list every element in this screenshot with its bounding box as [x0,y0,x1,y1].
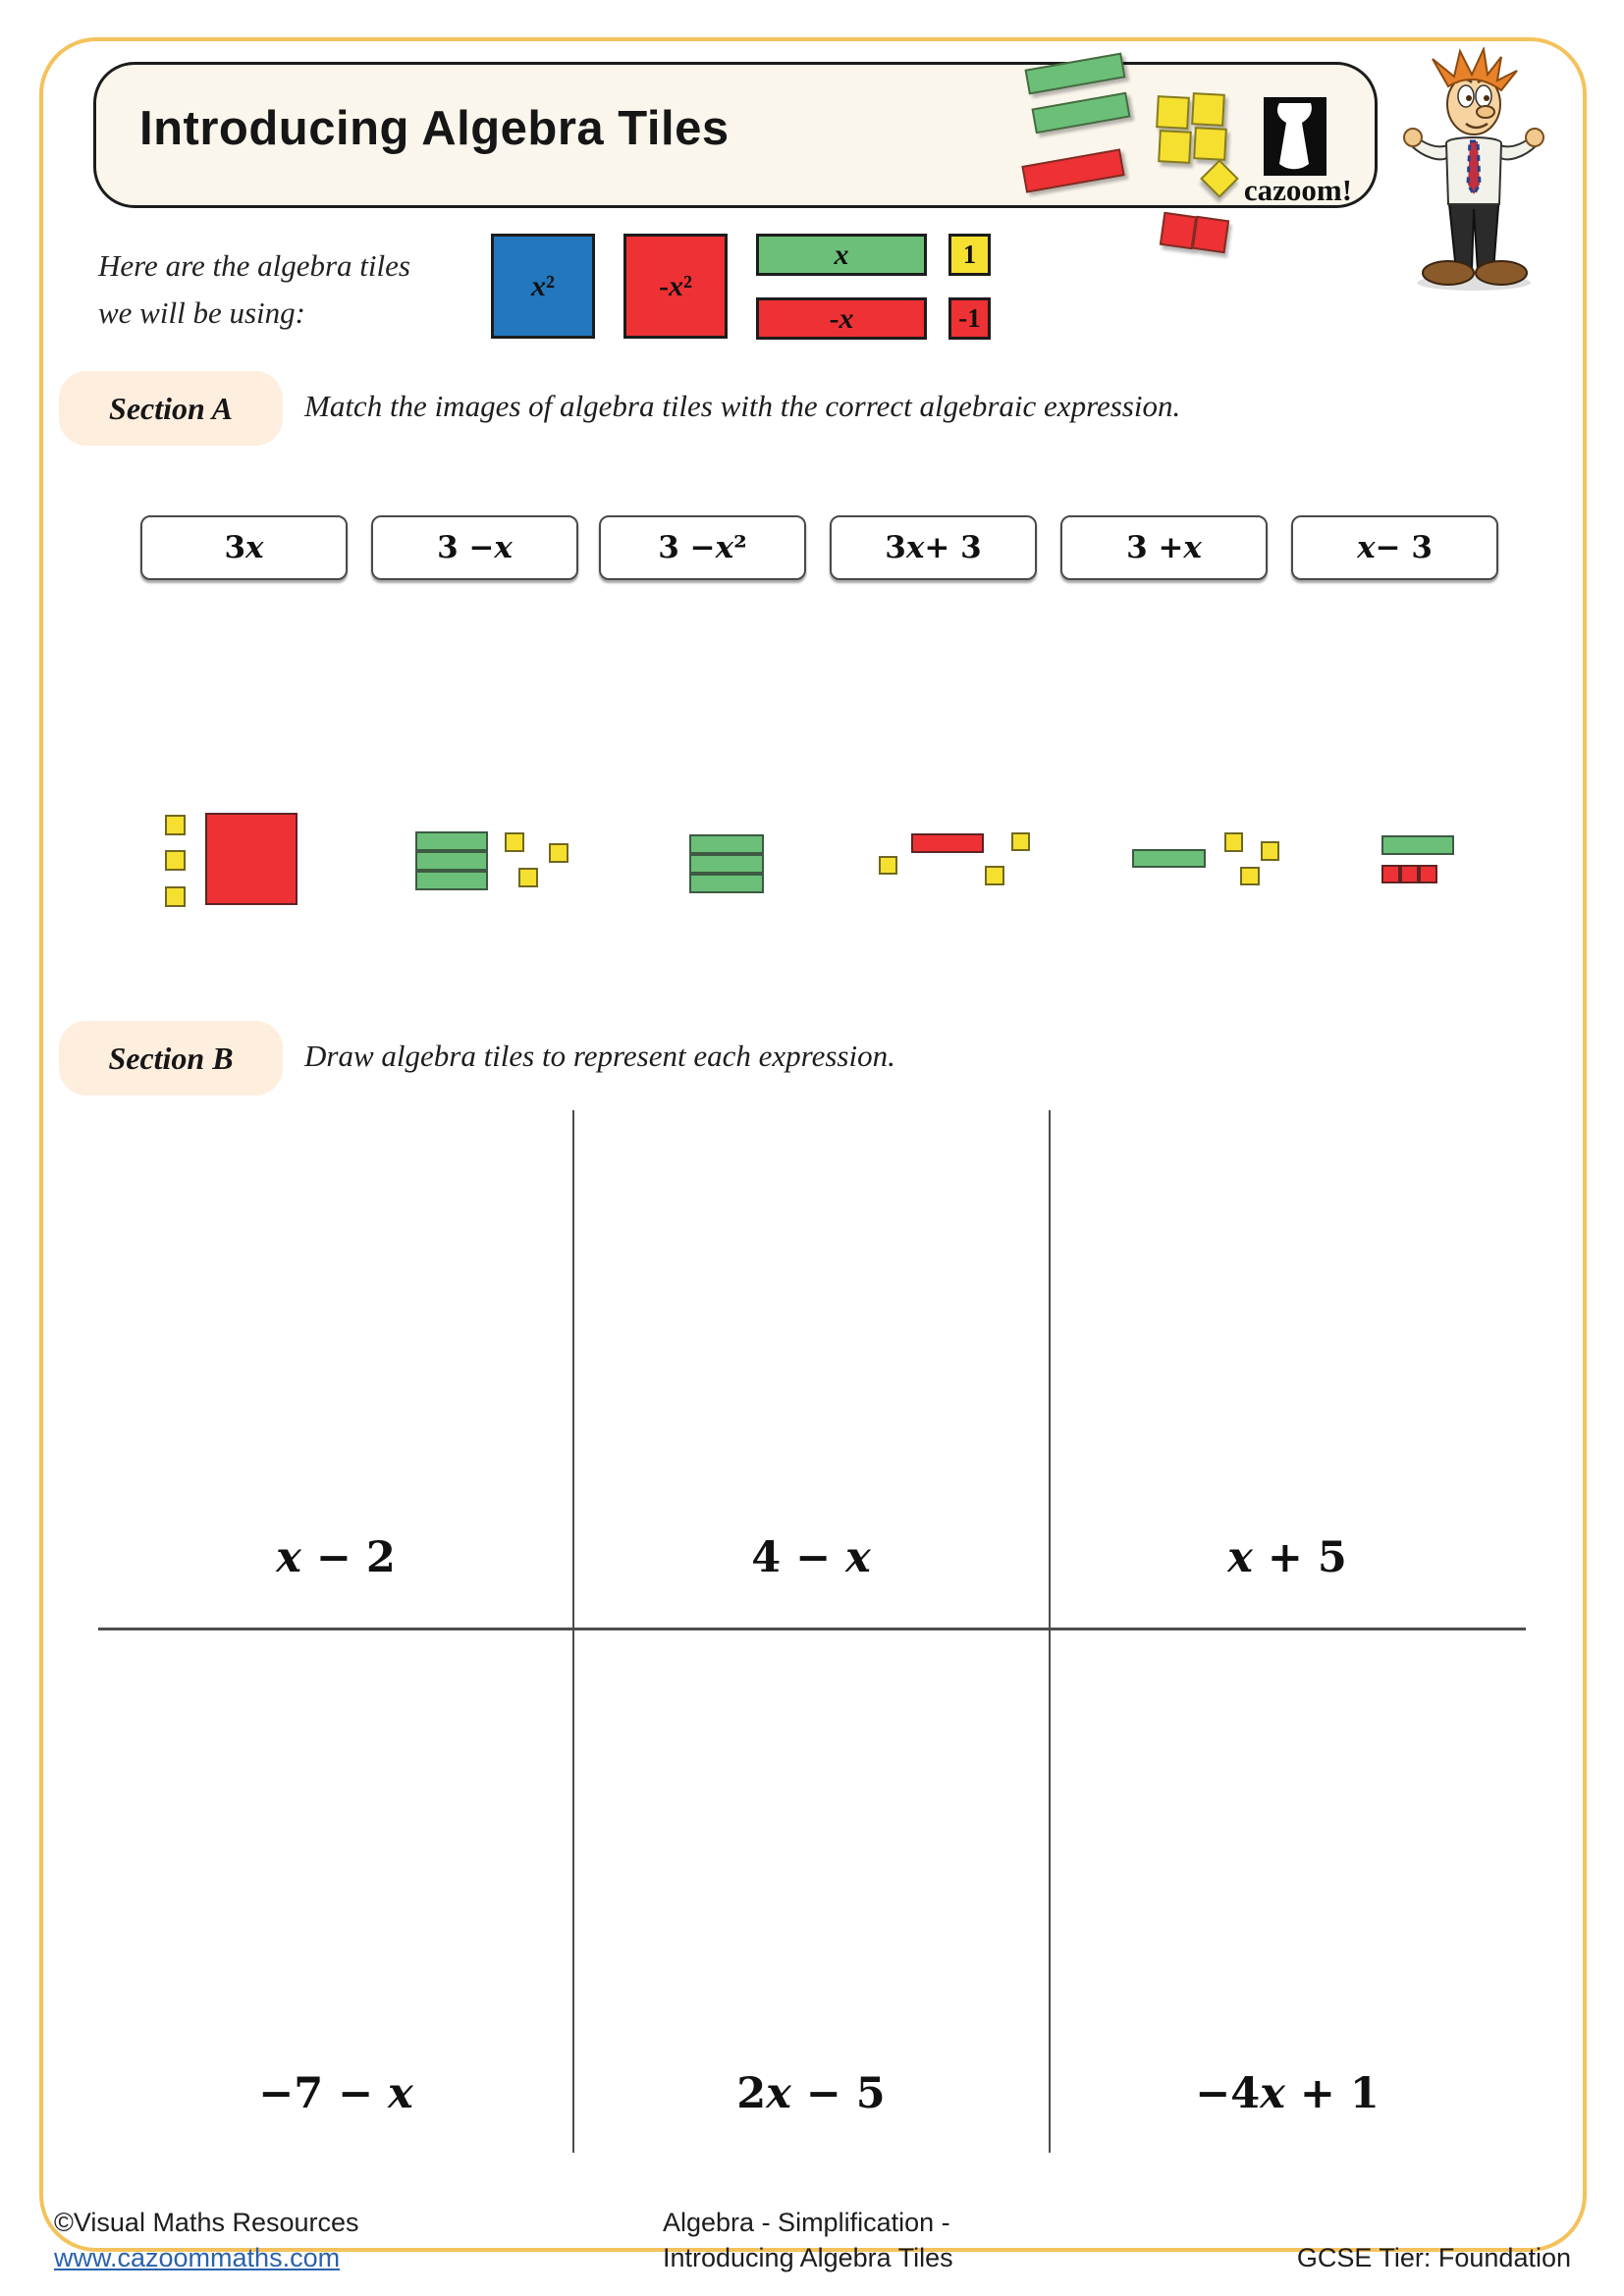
tile-group-1-yellow-tile [165,850,186,871]
cazoom-logo-text: cazoom! [1243,173,1353,207]
key-tile-neg-x-label: -x [829,301,854,335]
cazoom-logo-icon [1264,97,1326,176]
footer-topic-line2: Introducing Algebra Tiles [663,2242,953,2272]
expression-card-1: 3 x [140,515,348,580]
expression-card-4: 3 x + 3 [830,515,1037,580]
grid-expression-2x-minus-5: 2x − 5 [736,2069,886,2118]
tile-group-2-yellow-tile [549,843,568,863]
header-decor-yellow-tile [1193,127,1227,161]
tile-group-2-yellow-tile [518,868,538,887]
key-tile-x-label: x [834,238,849,271]
tile-group-2-green-tile [415,851,488,871]
expression-card-5: 3 + x [1060,515,1268,580]
footer-topic-block [663,2206,953,2275]
tile-group-4-yellow-tile [985,866,1004,885]
header-decor-red-tile [1192,216,1229,253]
key-tile-one-label: 1 [962,240,977,269]
tile-group-1-yellow-tile [165,815,186,835]
tile-group-5-yellow-tile [1240,867,1260,885]
footer-tier: GCSE Tier: Foundation [1296,2243,1571,2272]
section-a-instruction: Match the images of algebra tiles with the correct algebraic expression. [304,389,1181,423]
grid-expression-neg7-minus-x: −7 − x [258,2069,413,2118]
section-a-label: Section A [59,371,283,446]
tile-group-2-green-tile [415,871,488,890]
key-tile-neg-one-label: -1 [958,303,981,333]
grid-expression-x-minus-2: x − 2 [276,1533,396,1582]
intro-text-line1: Here are the algebra tiles [98,248,410,283]
tile-group-5-yellow-tile [1224,832,1243,852]
tile-group-4-yellow-tile [1011,832,1030,851]
tile-group-3-green-tile [689,834,764,854]
tile-group-4-yellow-tile [879,856,897,875]
grid-expression-4-minus-x: 4 − x [751,1533,871,1582]
grid-expression-x-plus-5: x + 5 [1227,1533,1347,1582]
header-decor-yellow-tile [1191,92,1225,127]
grid-vertical-line-1 [572,1110,574,2153]
key-tile-x-squared [491,234,595,339]
expression-card-2: 3 − x [371,515,578,580]
expression-card-3: 3 − x ² [599,515,806,580]
key-tile-x [756,234,927,276]
page-border [39,37,1587,2252]
page-title: Introducing Algebra Tiles [139,102,730,155]
tile-group-2-green-tile [415,831,488,851]
tile-group-3-green-tile [689,854,764,874]
tile-group-6-red-tile [1419,865,1437,883]
tile-group-5-yellow-tile [1261,841,1279,861]
section-b-instruction: Draw algebra tiles to represent each expression. [304,1039,895,1073]
tile-group-2-yellow-tile [505,832,524,852]
expression-card-6: x − 3 [1291,515,1498,580]
intro-text [98,242,410,337]
header-decor-yellow-tile [1158,130,1192,164]
key-tile-neg-one [948,297,991,340]
djembe-drum-icon [1264,97,1326,176]
key-tile-one [948,234,991,276]
key-tile-x-squared-label: x² [531,269,555,302]
section-b-label: Section B [59,1021,283,1095]
header-decor-yellow-tile [1156,95,1190,130]
tile-group-6-green-tile [1381,835,1454,855]
tile-group-6-red-tile [1400,865,1419,883]
mascot-illustration [1397,47,1550,293]
tile-group-1-red-tile [205,813,298,905]
key-tile-neg-x [756,297,927,340]
grid-expression-neg4x-plus-1: −4x + 1 [1195,2069,1380,2118]
key-tile-neg-x-squared [623,234,728,339]
tile-group-1-yellow-tile [165,886,186,907]
footer-credit: ©Visual Maths Resources [54,2208,359,2237]
tile-group-5-green-tile [1132,849,1206,868]
tile-group-3-green-tile [689,874,764,893]
footer-website-link[interactable]: www.cazoommaths.com [54,2242,341,2272]
footer-topic-line1: Algebra - Simplification - [663,2208,950,2237]
footer-credit-block [54,2206,359,2275]
tile-group-4-red-tile [911,833,984,853]
tile-group-6-red-tile [1381,865,1400,883]
intro-text-line2: we will be using: [98,295,305,331]
grid-horizontal-line [98,1628,1526,1630]
key-tile-neg-x-squared-label: -x² [659,269,692,302]
grid-vertical-line-2 [1049,1110,1051,2153]
